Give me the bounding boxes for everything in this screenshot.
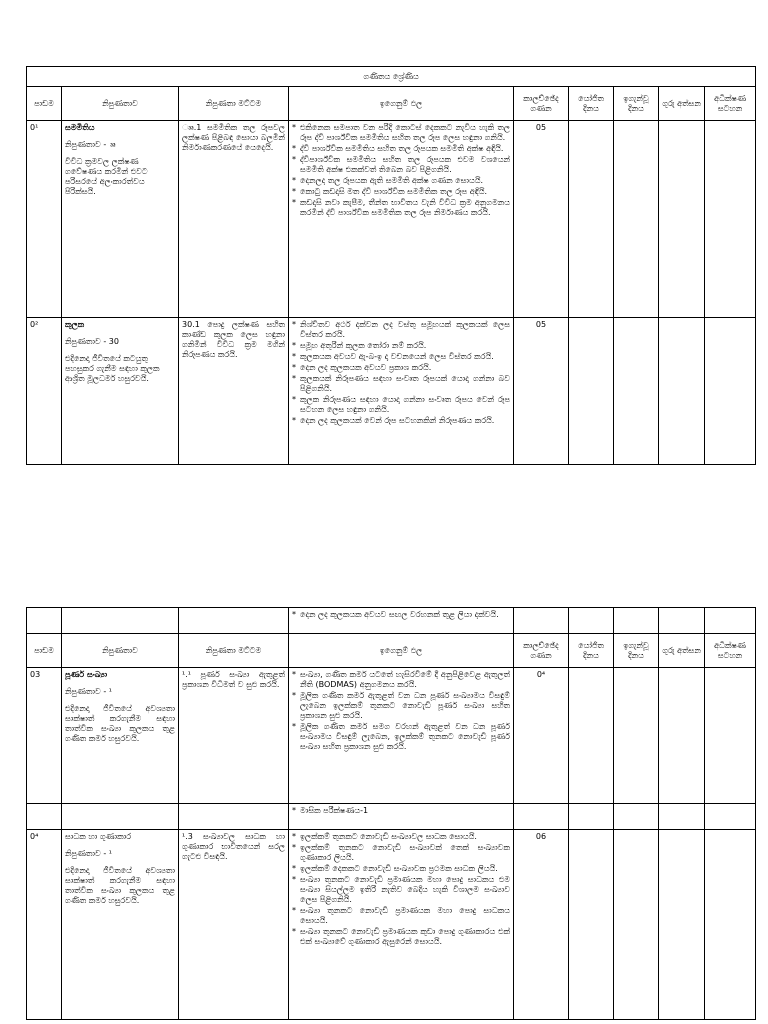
header-supervision-note: අධීක්ෂණ සටහන xyxy=(705,634,756,668)
outcome-item: * සංඛ්‍යා තුනකට නොවැඩි ප්‍රමාණයක මහා පොදු සාධකය සොයයි. xyxy=(292,906,510,926)
header-proposed-date: යෝජිත දිනය xyxy=(569,634,614,668)
header-competency-level: නිපුණතා මට්ටම xyxy=(179,87,289,121)
outcome-item: * මූලික ගණිත කර්ම සමග වරහන් ඇතුළත් වන ධන පූර්ණ සංඛ්‍යාමය විසඳුම් ලැබෙන, ඉලක්කම් තුනකට නොවැඩි පූර්ණ සංඛ්‍යා සහිත ප්‍රකාශන සුළු කරයි. xyxy=(292,722,510,752)
header-periods: කාලච්ඡේද ගණන xyxy=(514,87,569,121)
header-competency: නිපුණතාව xyxy=(62,87,179,121)
outcome-item: * කුලකයක අවයව ඇ-බ-ඉ දා වචනයෙන් ලෙස විස්තර කරයි. xyxy=(292,352,510,362)
taught-date-cell xyxy=(614,121,659,318)
monthly-test xyxy=(289,804,514,830)
outcome-item: * නිශ්චිතව අර්ථ දක්වන ලද වස්තු සමූහයක් කුලකයක් ලෙස විස්තර කරයි. xyxy=(292,320,510,340)
carry-over-row xyxy=(27,608,756,634)
table-row xyxy=(27,668,756,804)
outcome-item: * සංඛ්‍යා තුනකට නොවැඩි ප්‍රමාණයක මහා පොදු සාධකය එම සංඛ්‍යා සියල්ලම ඉතිරි නැතිව බෙදිය හැකි විශාලම සංඛ්‍යාව ලෙස පිළිගනියි. xyxy=(292,875,510,905)
header-competency: නිපුණතාව xyxy=(62,634,179,668)
lesson-number: 0² xyxy=(27,318,62,465)
outcome-item: * දෙන ලද කුලකයක් වෙන් රූප සටහනකින් නිරූපණය කරයි. xyxy=(292,416,510,426)
lesson-plan-table-1 xyxy=(26,66,756,465)
outcome-item: * දෙනලද තල රූපයක ඇති සමමිති අක්ෂ ගණන සොයයි. xyxy=(292,176,510,186)
outcome-item: * මාසික පරීක්ෂණය-1 xyxy=(292,806,510,816)
lesson-topic: කුලක xyxy=(65,320,85,329)
competency-cell xyxy=(62,668,179,804)
lesson-plan-table-2 xyxy=(26,607,756,1020)
lesson-topic: සමමිතිය xyxy=(65,123,95,132)
outcome-item: * ඉලක්කම් දෙකකට නොවැඩි සංඛ්‍යාවක ප්‍රථමක සාධක ලියයි. xyxy=(292,864,510,874)
competency-cell xyxy=(62,121,179,318)
period-count: 0⁴ xyxy=(514,668,569,804)
learning-outcomes xyxy=(289,121,514,318)
outcome-item: * ඉලක්කම් තුනකට නොවැඩි සංඛ්‍යාවක් තෙක් සංඛ්‍යාවක ගුණාකාර ලියයි. xyxy=(292,843,510,863)
supervision-note-cell xyxy=(705,318,756,465)
teacher-signature-cell xyxy=(659,121,705,318)
header-learning-outcomes: ඉගෙනුම් ඵල xyxy=(289,634,514,668)
lesson-topic: සාධක හා ගුණාකාර xyxy=(65,832,132,841)
period-count: 05 xyxy=(514,318,569,465)
table-row xyxy=(27,121,756,318)
taught-date-cell xyxy=(614,830,659,1020)
header-learning-outcomes: ඉගෙනුම් ඵල xyxy=(289,87,514,121)
competency-number: නිපුණතාව - ¹ xyxy=(65,687,112,696)
header-teacher-signature: ගුරු අත්සන xyxy=(659,634,705,668)
competency-level: ¹.3 සංඛ්‍යාවල සාධක හා ගුණාකාර භාවිතයෙන් සරල ගැටළු විසඳයි. xyxy=(179,830,289,1020)
header-lesson: පාඩම xyxy=(27,87,62,121)
lesson-number: 03 xyxy=(27,668,62,804)
test-row xyxy=(27,804,756,830)
table-row xyxy=(27,830,756,1020)
proposed-date-cell xyxy=(569,668,614,804)
outcome-item: * සංඛ්‍යා තුනකට නොවැඩි ප්‍රමාණයක කුඩා පොදු ගුණාකාරය එක් එක් සංඛ්‍යාවේ ගුණාකාර ඇසුරෙන් සොයයි. xyxy=(292,927,510,947)
teacher-signature-cell xyxy=(659,318,705,465)
outcome-item: * දෙන ලද කුලකයක අවයව ප්‍රකාශ කරයි. xyxy=(292,363,510,373)
table-row xyxy=(27,318,756,465)
period-count: 06 xyxy=(514,830,569,1020)
period-count: 05 xyxy=(514,121,569,318)
outcome-item: * ඉලක්කම් තුනකට නොවැඩි සංඛ්‍යාවල සාධක සොයයි. xyxy=(292,832,510,842)
competency-cell xyxy=(62,830,179,1020)
supervision-note-cell xyxy=(705,830,756,1020)
outcome-item: * ද්විපාර්ශ්වික සමමිතිය සහිත තල රූපයක එවම වශයෙන් සමමිති අක්ෂ එකක්වත් තිබෙන බව පිළිගනියි. xyxy=(292,155,510,175)
competency-level: ෲ.1 සමමිතික තල රූපවල ලක්ෂණ පිළිබඳ සොයා බලමින් නිර්මාණකරණයේ යෙදෙයි. xyxy=(179,121,289,318)
outcome-item: * දෙන ලද කුලකයක අවයව සඟල වරහනක් තුළ ලියා දක්වයි. xyxy=(292,610,510,620)
outcome-item: * එකිනෙක සමපාත වන පරිදි කොටස් දෙකකට නැවිය හැකි තල රූප ද්වි පාර්ශ්වික සමමිතිය සහිත තල රූප ලෙස හඳුනා ගනියි. xyxy=(292,123,510,143)
header-competency-level: නිපුණතා මට්ටම xyxy=(179,634,289,668)
header-proposed-date: යෝජිත දිනය xyxy=(569,87,614,121)
outcome-item: * සමූහ අතුරින් කුලක තෝරා නම් කරයි. xyxy=(292,341,510,351)
header-lesson: පාඩම xyxy=(27,634,62,668)
competency-number: නිපුණතාව - 30 xyxy=(65,337,119,346)
header-taught-date: ඉගැන්වූ දිනය xyxy=(614,87,659,121)
competency-level: ¹.¹ පූර්ණ සංඛ්‍යා ඇතුළත් ප්‍රකාශන විධිමත් ව සුළු කරයි. xyxy=(179,668,289,804)
outcome-item: * කඩදාසි නවා කැපීම, තීන්ත භාවිතය වැනි විවිධ ක්‍රම අනුගමනය කරමින් ද්වි පාර්ශ්වික සමමිතික තල රූප නිර්මාණය කරයි. xyxy=(292,198,510,218)
header-teacher-signature: ගුරු අත්සන xyxy=(659,87,705,121)
learning-outcomes xyxy=(289,608,514,634)
header-periods: කාලච්ඡේද ගණන xyxy=(514,634,569,668)
supervision-note-cell xyxy=(705,121,756,318)
learning-outcomes xyxy=(289,830,514,1020)
learning-outcomes xyxy=(289,318,514,465)
learning-outcomes xyxy=(289,668,514,804)
competency-description: විවිධ ක්‍රමවල ලක්ෂණ ගවේෂණය කරමින් එවට පරිසරයේ අලංකාරත්වය පිරික්සයි. xyxy=(65,157,148,196)
competency-number: නිපුණතාව - ¹ xyxy=(65,849,112,858)
taught-date-cell xyxy=(614,668,659,804)
outcome-item: * කුලක නිරූපණය සඳහා යොදා ගන්නා සංවෘත රූපය වෙන් රූප සටහන ලෙස හඳුනා ගනියි. xyxy=(292,395,510,415)
lesson-number: 0⁴ xyxy=(27,830,62,1020)
proposed-date-cell xyxy=(569,318,614,465)
taught-date-cell xyxy=(614,318,659,465)
outcome-item: * කොටු කඩදාසි මත ද්වි පාර්ශ්වික සමමිතික තල රූප අඳියි. xyxy=(292,187,510,197)
proposed-date-cell xyxy=(569,830,614,1020)
competency-number: නිපුණතාව - ෲ xyxy=(65,140,116,149)
proposed-date-cell xyxy=(569,121,614,318)
table-title: ගණිතය ශ්‍රේණිය xyxy=(27,67,756,87)
outcome-item: * මූලික ගණිත කර්ම ඇතුළත් වන ධන පූර්ණ සංඛ්‍යාමය විසඳුම් ලැබෙන ඉලක්කම් තුනකට නොවැඩි පූර්ණ සංඛ්‍යා සහිත ප්‍රකාශන සුළු කරයි. xyxy=(292,691,510,721)
competency-level: 30.1 පොදු ලක්ෂණ සහිත කාණ්ඩ කුලක ලෙස හඳුනා ගනිමින් විවිධ ක්‍රම මගින් නිරූපණය කරයි. xyxy=(179,318,289,465)
competency-description: එදිනෙදා ජීවිතයේ අවශ්‍යතා සාක්ෂාත් කරගැනීම සඳහා තාත්වික සංඛ්‍යා කුලකය තුළ ගණිත කර්ම හසුරවයි. xyxy=(65,704,175,743)
teacher-signature-cell xyxy=(659,830,705,1020)
outcome-item: * කුලකයක් නිරූපණය සඳහා සංවෘත රූපයක් යොදා ගන්නා බව පිළිගනියි. xyxy=(292,374,510,394)
lesson-number: 0¹ xyxy=(27,121,62,318)
supervision-note-cell xyxy=(705,668,756,804)
competency-cell xyxy=(62,318,179,465)
teacher-signature-cell xyxy=(659,668,705,804)
lesson-topic: පූර්ණ සංඛ්‍යා xyxy=(65,670,108,679)
outcome-item: * සංඛ්‍යා, ගණිත කර්ම යටතේ හැසිරවීමේ දී අනුපිළිවෙළ ඇතුලත් නීති (BODMAS) අනුගමනය කරයි. xyxy=(292,670,510,690)
header-taught-date: ඉගැන්වූ දිනය xyxy=(614,634,659,668)
competency-description: එදිනෙදා ජීවිතයේ අවශ්‍යතා සාක්ෂාත් කරගැනීම සඳහා තාත්වික සංඛ්‍යා කුලකය තුළ ගණිත කර්ම හසුරවයි. xyxy=(65,866,175,905)
competency-description: එදිනෙදා ජීවිතයේ කටයුතු පහසුකර ගැනීම සඳහා කුලක ආශ්‍රිත මූලධර්ම හසුරවයි. xyxy=(65,354,160,383)
outcome-item: * ද්වි පාර්ශ්වික සමමිතිය සහිත තල රූපයක සමමිති අක්ෂ අඳියි. xyxy=(292,144,510,154)
header-supervision-note: අධීක්ෂණ සටහන xyxy=(705,87,756,121)
